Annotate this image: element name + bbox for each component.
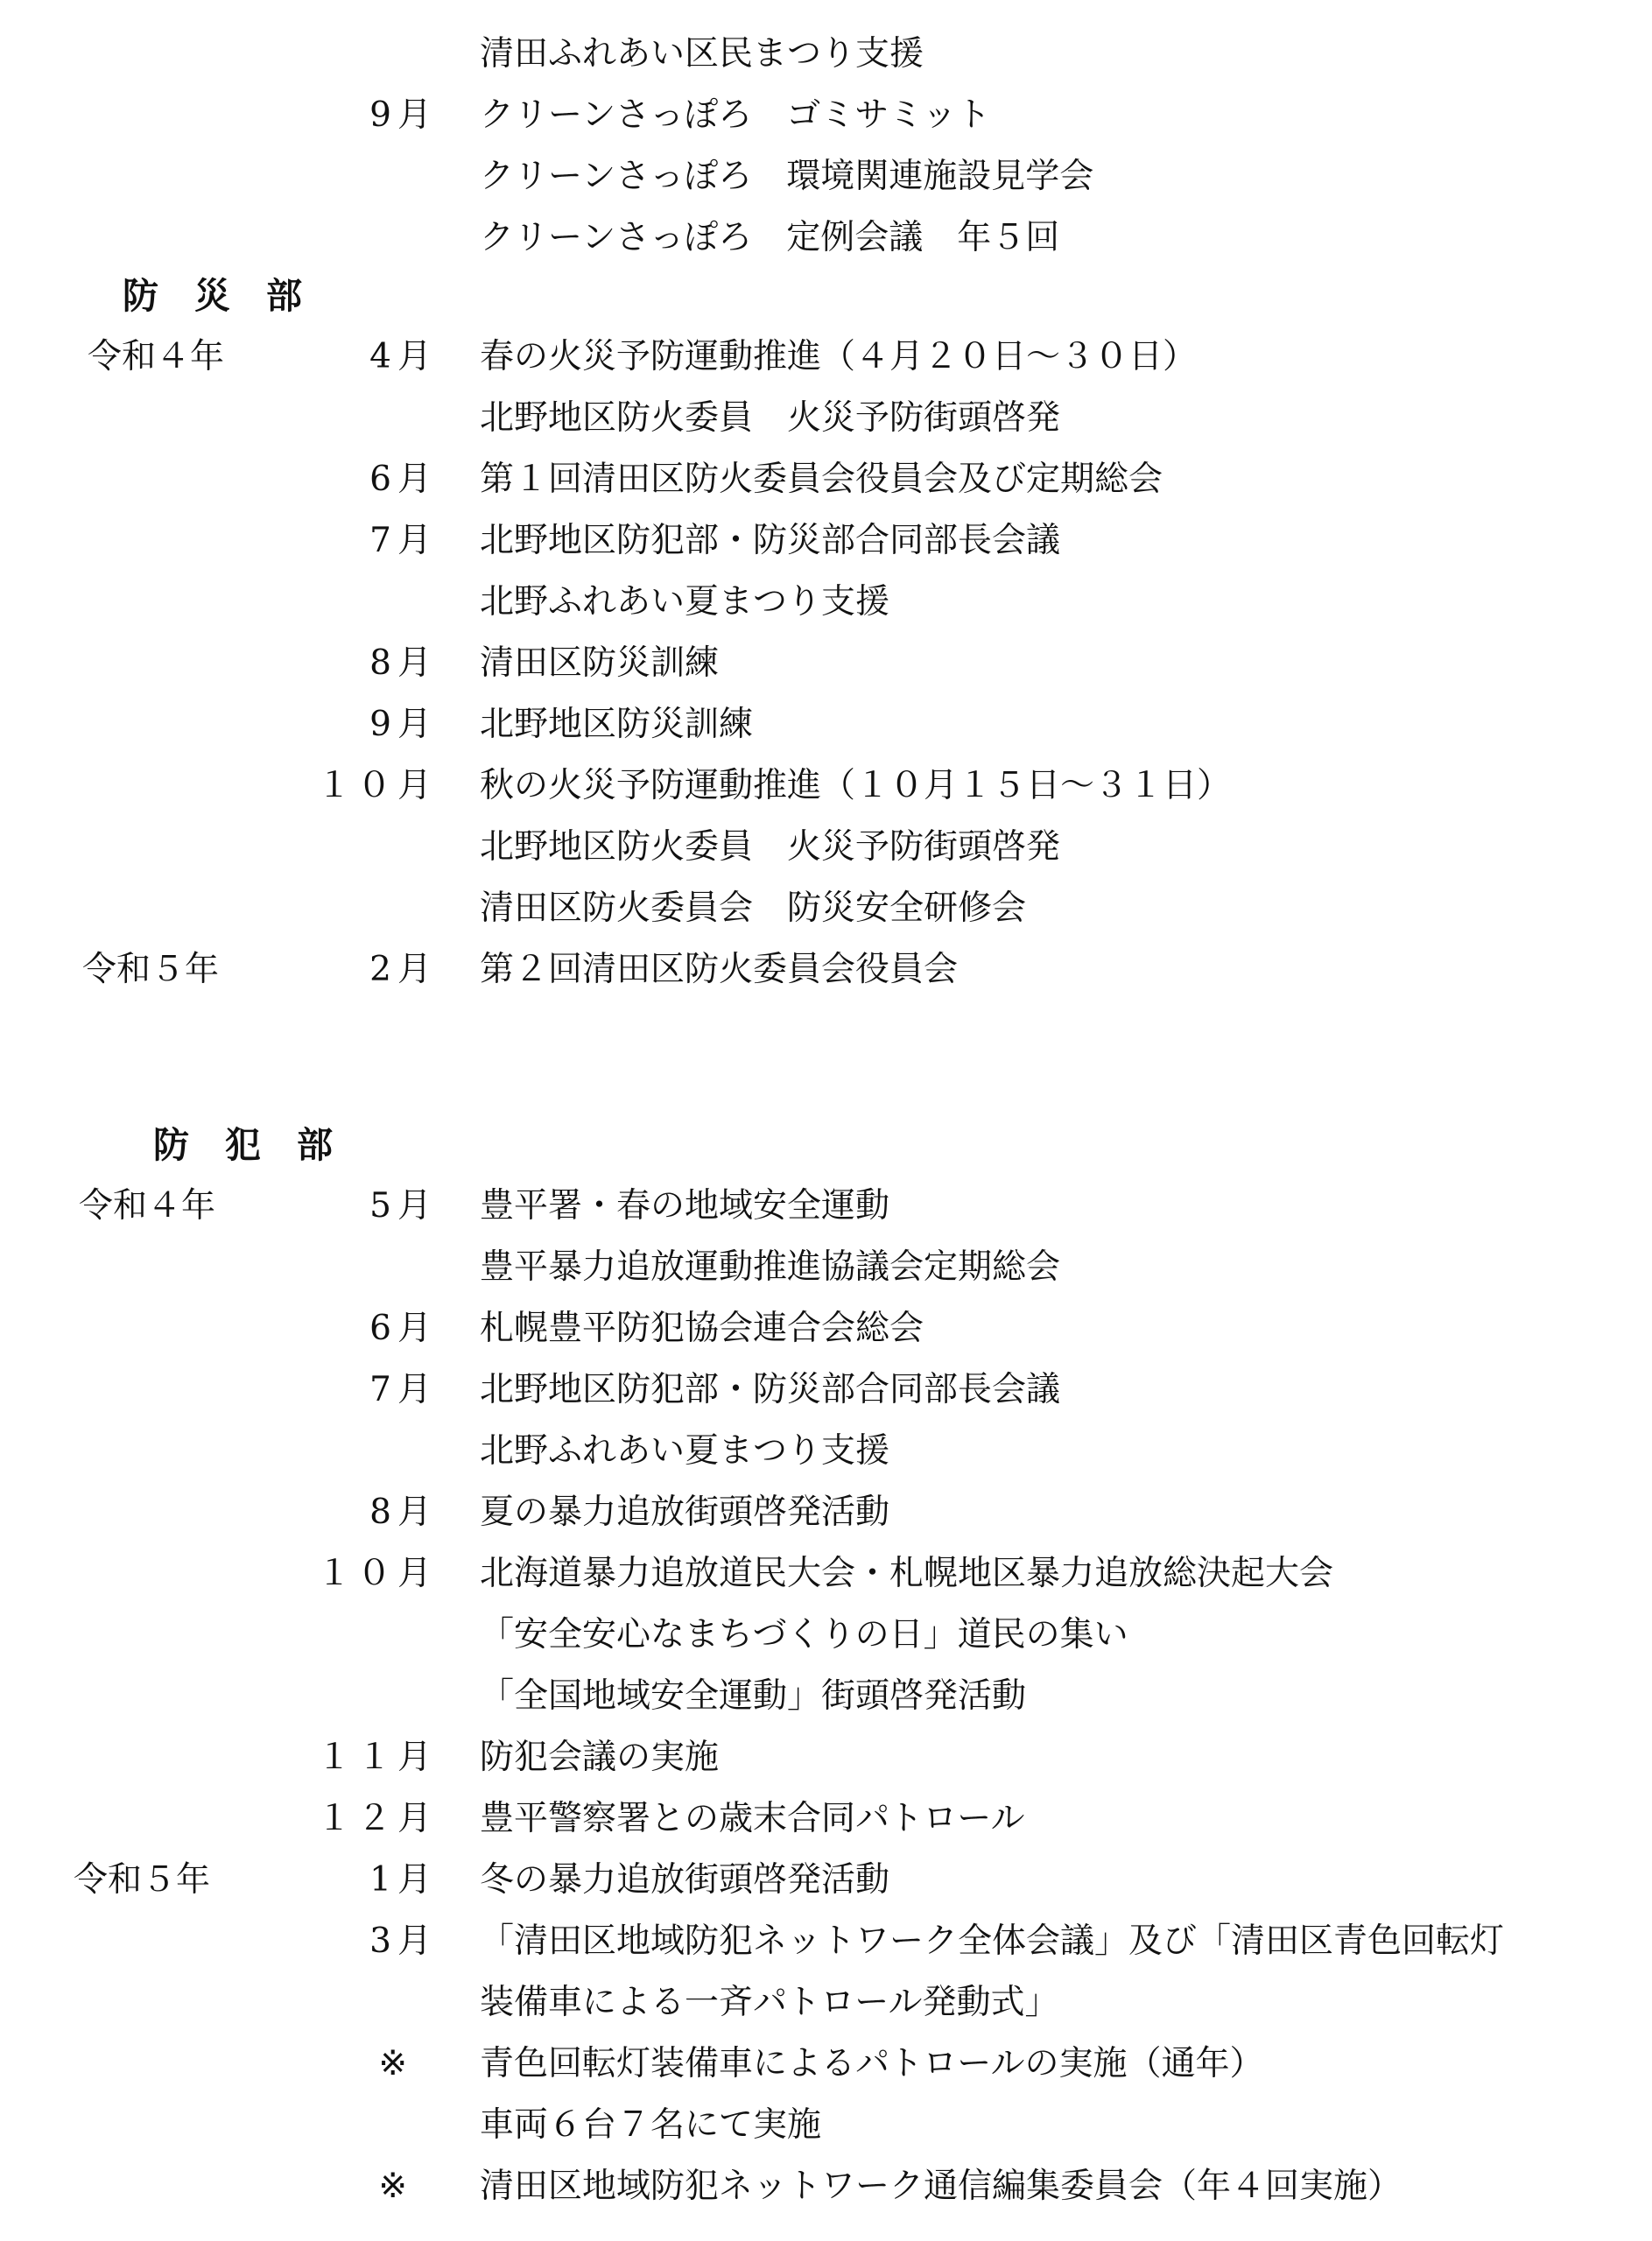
month-label: 8月 (369, 1493, 438, 1532)
list-item-text: 清田区地域防犯ネットワーク通信編集委員会（年４回実施） (480, 2167, 1402, 2206)
list-item-text: 防犯会議の実施 (480, 1738, 720, 1777)
list-item-text: 清田区防災訓練 (480, 643, 720, 683)
month-label: １０月 (316, 1554, 438, 1593)
list-item-text: 北野ふれあい夏まつり支援 (480, 582, 890, 622)
list-item-text: 札幌豊平防犯協会連合会総会 (480, 1309, 924, 1348)
list-item-text: 第１回清田区防火委員会役員会及び定期総会 (480, 460, 1163, 499)
month-label: 3月 (369, 1921, 438, 1961)
month-label: 2月 (369, 950, 438, 989)
month-label: 4月 (369, 337, 438, 376)
list-item-text: 夏の暴力追放街頭啓発活動 (480, 1493, 890, 1532)
list-item-text: 北野地区防火委員 火災予防街頭啓発 (480, 827, 1061, 867)
list-item-text: 清田ふれあい区民まつり支援 (480, 34, 924, 74)
note-mark: ※ (378, 2167, 407, 2206)
year-label: 令和５年 (74, 1860, 211, 1900)
month-label: １１月 (316, 1738, 438, 1777)
list-item-text: 「全国地域安全運動」街頭啓発活動 (480, 1676, 1027, 1716)
list-item-text: 清田区防火委員会 防災安全研修会 (480, 889, 1027, 928)
month-label: 6月 (369, 460, 438, 499)
list-item-text: 豊平警察署との歳末合同パトロール (480, 1799, 1025, 1838)
month-label: 7月 (369, 1370, 438, 1409)
list-item-text: 北海道暴力追放道民大会・札幌地区暴力追放総決起大会 (480, 1554, 1334, 1593)
list-item-text: 豊平署・春の地域安全運動 (480, 1186, 890, 1226)
list-item-text: 秋の火災予防運動推進（１０月１５日～３１日） (480, 766, 1232, 805)
section-title-bousai: 防 災 部 (123, 275, 302, 317)
section-title-bouhan: 防 犯 部 (153, 1124, 333, 1166)
list-item-text: クリーンさっぽろ ゴミサミット (480, 95, 991, 135)
list-item-text: 「清田区地域防犯ネットワーク全体会議」及び「清田区青色回転灯 (480, 1921, 1505, 1961)
note-mark: ※ (378, 2044, 407, 2083)
list-item-text: 「安全安心なまちづくりの日」道民の集い (480, 1615, 1128, 1654)
list-item-text: クリーンさっぽろ 定例会議 年５回 (480, 218, 1060, 257)
month-label: 9月 (369, 705, 438, 744)
month-label: １２月 (316, 1799, 438, 1838)
list-item-text: 青色回転灯装備車によるパトロールの実施（通年） (480, 2044, 1264, 2083)
list-item-text: 第２回清田区防火委員会役員会 (480, 950, 959, 989)
list-item-text: 車両６台７名にて実施 (480, 2105, 822, 2145)
list-item-text: 北野地区防火委員 火災予防街頭啓発 (480, 398, 1061, 438)
list-item-text: 北野地区防犯部・防災部合同部長会議 (480, 1370, 1061, 1409)
list-item-text: 北野地区防犯部・防災部合同部長会議 (480, 521, 1061, 560)
month-label: 6月 (369, 1309, 438, 1348)
year-label: 令和４年 (79, 1186, 216, 1226)
list-item-text: 北野地区防災訓練 (480, 705, 754, 744)
year-label: 令和４年 (88, 337, 225, 376)
month-label: 8月 (369, 643, 438, 683)
year-label: 令和５年 (82, 950, 220, 989)
list-item-text: 春の火災予防運動推進（４月２０日～３０日） (480, 337, 1198, 376)
month-label: 7月 (369, 521, 438, 560)
month-label: 9月 (369, 95, 438, 135)
list-item-text: 北野ふれあい夏まつり支援 (480, 1431, 890, 1471)
list-item-text: クリーンさっぽろ 環境関連施設見学会 (480, 157, 1094, 196)
list-item-text: 装備車による一斉パトロール発動式」 (480, 1983, 1059, 2022)
list-item-text: 豊平暴力追放運動推進協議会定期総会 (480, 1247, 1061, 1287)
month-label: 5月 (369, 1186, 438, 1226)
list-item-text: 冬の暴力追放街頭啓発活動 (480, 1860, 890, 1900)
month-label: １０月 (316, 766, 438, 805)
month-label: 1月 (369, 1860, 438, 1900)
